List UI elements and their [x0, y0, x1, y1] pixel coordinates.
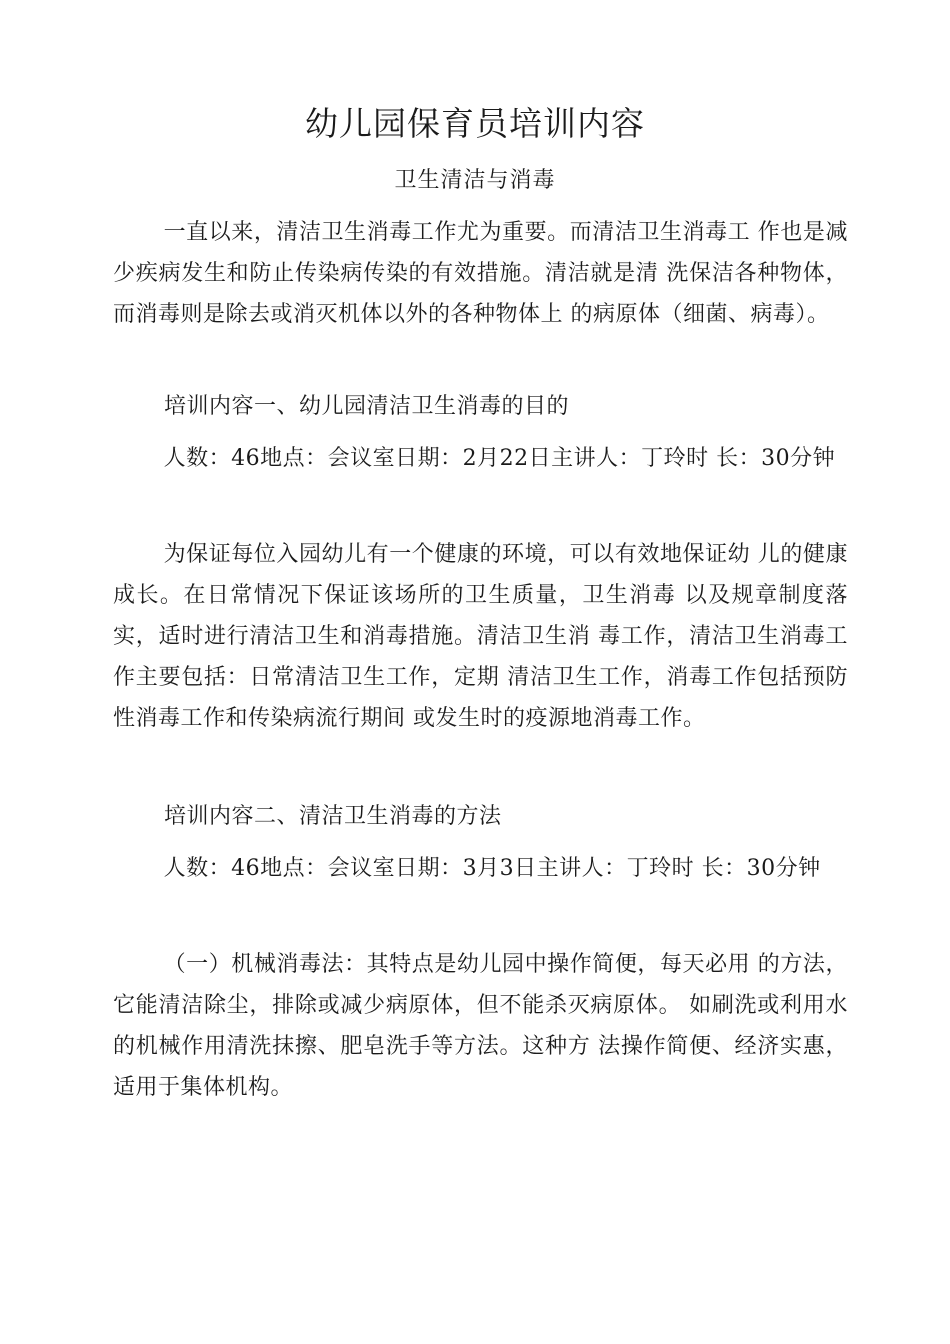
- document-subtitle: 卫生清洁与消毒: [394, 168, 556, 193]
- section1-body: 为保证每位入园幼儿有一个健康的环境，可以有效地保证幼 儿的健康成长。在日常情况下保证该场所的卫生质量，卫生消毒 以及规章制度落实，适时进行清洁卫生和消毒措施。清洁卫生消 毒工作，清洁卫生消毒工作主要包括：日常清洁卫生工作，定期 清洁卫生工作，消毒工作包括预防性消毒工作和传染病流行期间 或发生时的疫源地消毒工作。: [113, 542, 848, 731]
- section2-heading: 培训内容二、清洁卫生消毒的方法: [164, 804, 502, 829]
- document-title: 幼儿园保育员培训内容: [305, 104, 645, 143]
- section1-heading: 培训内容一、幼儿园清洁卫生消毒的目的: [164, 394, 570, 419]
- section2-body: （一）机械消毒法：其特点是幼儿园中操作简便，每天必用 的方法，它能清洁除尘，排除或减少病原体，但不能杀灭病原体。 如刷洗或利用水的机械作用清洗抹擦、肥皂洗手等方法。这种方 法操作简便、经济实惠，适用于集体机构。: [113, 952, 848, 1100]
- intro-paragraph: 一直以来，清洁卫生消毒工作尤为重要。而清洁卫生消毒工 作也是减少疾病发生和防止传染病传染的有效措施。清洁就是清 洗保洁各种物体，而消毒则是除去或消灭机体以外的各种物体上 的病原体（细菌、病毒）。: [113, 220, 848, 327]
- section2-info: 人数：46地点：会议室日期：3月3日主讲人：丁玲时 长：30分钟: [163, 856, 821, 881]
- section1-info: 人数：46地点：会议室日期：2月22日主讲人：丁玲时 长：30分钟: [163, 446, 836, 471]
